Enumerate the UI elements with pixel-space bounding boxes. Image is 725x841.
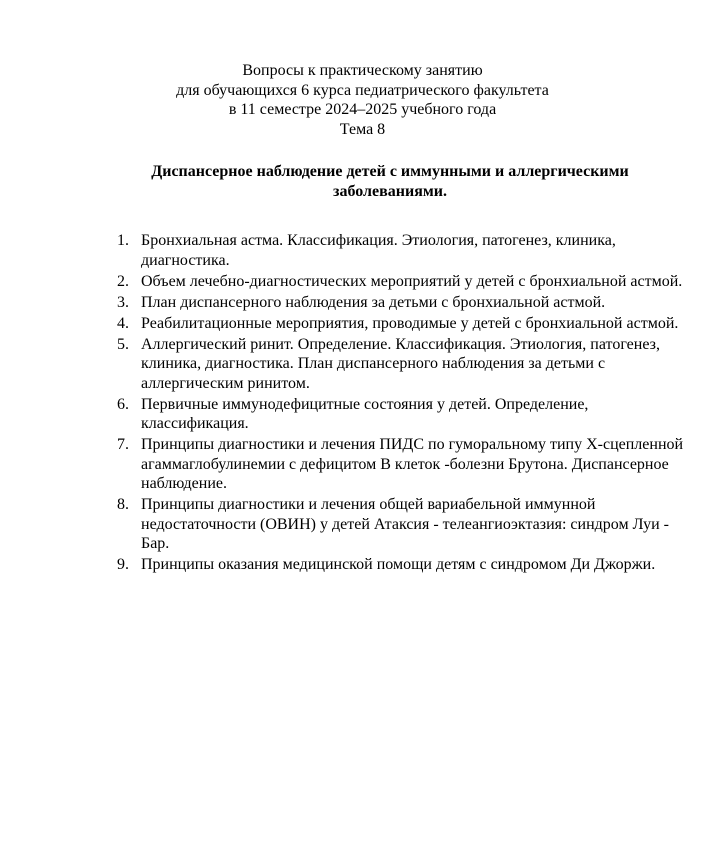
question-text: Аллергический ринит. Определение. Классификация. Этиология, патогенез, клиника, диагностика. План диспансерного наблюдения за детьми с аллергическим ринитом.: [141, 335, 660, 392]
question-item: [112, 293, 686, 313]
question-item: [112, 314, 686, 334]
question-text: Бронхиальная астма. Классификация. Этиология, патогенез, клиника, диагностика.: [141, 232, 616, 269]
question-item: [112, 555, 686, 575]
document-header: [0, 61, 725, 139]
question-number: 9.: [117, 556, 129, 573]
question-number: 8.: [117, 496, 129, 513]
question-item: [112, 435, 686, 494]
header-line-title: Вопросы к практическому занятию: [242, 62, 483, 79]
header-line-semester: в 11 семестре 2024–2025 учебного года: [228, 101, 497, 118]
question-item: [112, 395, 686, 434]
question-item: [112, 272, 686, 292]
question-number: 3.: [117, 293, 129, 311]
question-number: 5.: [117, 335, 129, 353]
question-text: План диспансерного наблюдения за детьми с бронхиальной астмой.: [141, 293, 606, 311]
question-item: [112, 495, 686, 554]
question-number: 1.: [117, 232, 129, 249]
question-item: [112, 231, 686, 270]
question-number: 4.: [117, 314, 129, 332]
header-line-audience: для обучающихся 6 курса педиатрического факультета: [176, 81, 549, 99]
question-text: Принципы оказания медицинской помощи детям с синдромом Ди Джоржи.: [141, 556, 656, 573]
question-number: 7.: [117, 436, 129, 453]
question-number: 6.: [117, 395, 129, 413]
topic-title: Диспансерное наблюдение детей с иммунными и аллергическими заболеваниями.: [151, 163, 629, 200]
question-text: Реабилитационные мероприятия, проводимые у детей с бронхиальной астмой.: [141, 314, 679, 332]
question-text: Принципы диагностики и лечения ПИДС по гуморальному типу Х-сцепленной агаммаглобулинемии с дефицитом В клеток -болезни Брутона. Диспансерное наблюдение.: [141, 436, 684, 492]
question-text: Объем лечебно-диагностических мероприятий у детей с бронхиальной астмой.: [141, 272, 683, 290]
question-text: Принципы диагностики и лечения общей вариабельной иммунной недостаточности (ОВИН) у детей Атаксия - телеангиоэктазия: синдром Луи - Бар.: [141, 496, 669, 552]
question-text: Первичные иммунодефицитные состояния у детей. Определение, классификация.: [141, 395, 589, 432]
question-item: [112, 335, 686, 394]
question-number: 2.: [117, 272, 129, 290]
questions-list: [112, 231, 686, 576]
header-line-topic-number: Тема 8: [339, 120, 386, 138]
